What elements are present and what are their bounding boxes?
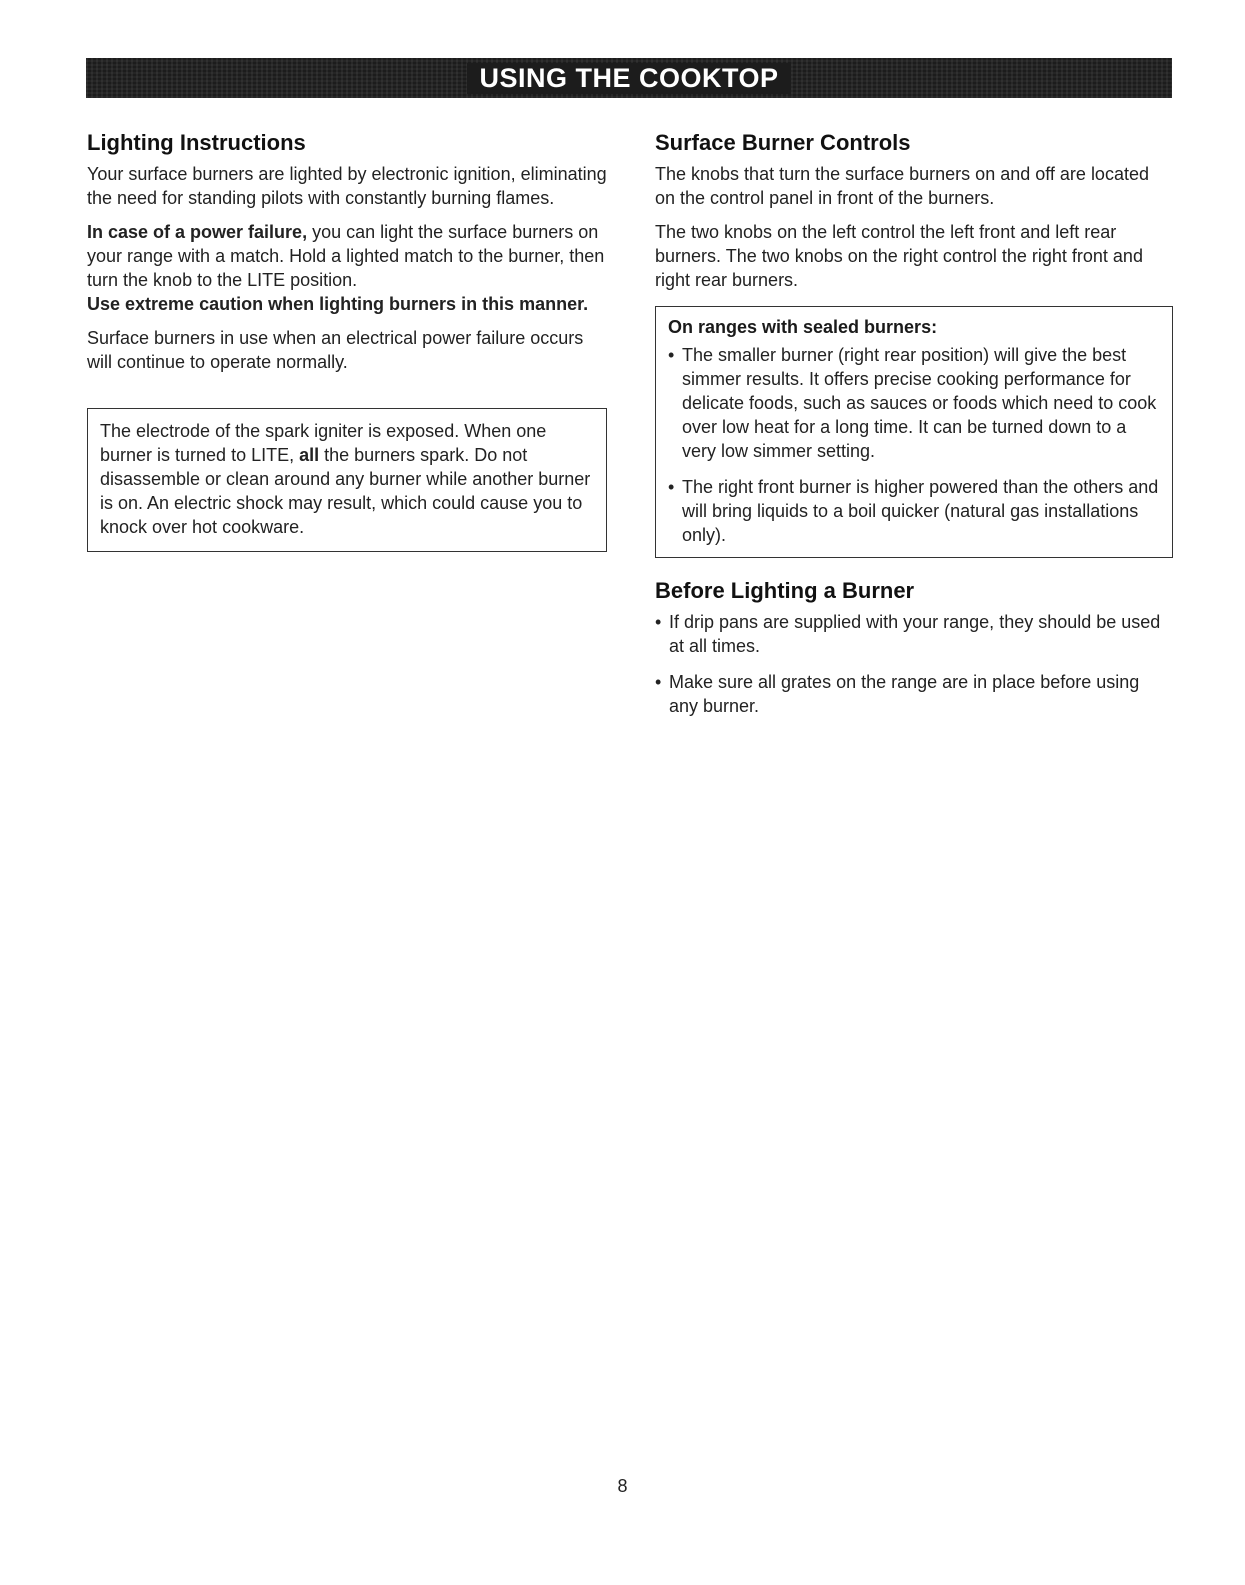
note-item: • The right front burner is higher powered than the others and will bring liquids to a boil quicker (natural gas installations only).: [668, 475, 1162, 547]
lighting-intro: Your surface burners are lighted by electronic ignition, eliminating the need for standing pilots with constantly burning flames.: [87, 164, 607, 208]
section-banner: [86, 58, 1172, 98]
controls-paragraph-1: The knobs that turn the surface burners on and off are located on the control panel in front of the burners.: [655, 164, 1149, 208]
warning-bold: all: [299, 445, 320, 465]
left-column: [87, 126, 612, 552]
power-failure-paragraph: [87, 220, 612, 316]
note-title: On ranges with sealed burners:: [668, 317, 938, 337]
power-failure-lead: In case of a power failure,: [87, 222, 308, 242]
controls-paragraph-2: The two knobs on the left control the left front and left rear burners. The two knobs on the right control the right front and right rear burners.: [655, 222, 1143, 290]
lighting-heading: Lighting Instructions: [87, 130, 306, 155]
spark-warning-text: [100, 419, 596, 539]
page-number: 8: [617, 1476, 628, 1496]
before-item: • Make sure all grates on the range are in place before using any burner.: [655, 670, 1172, 718]
controls-heading: Surface Burner Controls: [655, 130, 911, 155]
warning-part1: The electrode of the spark igniter is exposed. When one burner is turned to LITE,: [100, 421, 547, 465]
banner-title: USING THE COOKTOP: [467, 63, 790, 94]
before-item: • If drip pans are supplied with your range, they should be used at all times.: [655, 610, 1172, 658]
before-lighting-section: [655, 578, 1172, 718]
power-failure-text: you can light the surface burners on your range with a match. Hold a lighted match to the burner, then turn the knob to the LITE position.: [87, 222, 605, 290]
caution-text: Use extreme caution when lighting burners in this manner.: [87, 294, 589, 314]
before-heading: Before Lighting a Burner: [655, 578, 915, 603]
note-item: • The smaller burner (right rear position) will give the best simmer results. It offers precise cooking performance for delicate foods, such as sauces or foods which need to cook over low heat for a long time. It can be turned down to a very low simmer setting.: [668, 343, 1162, 463]
before-list: [655, 610, 1172, 718]
warning-part2: the burners spark. Do not disassemble or clean around any burner while another burner is on. An electric shock may result, which could cause you to knock over hot cookware.: [100, 445, 591, 537]
note-list: [668, 343, 1162, 547]
right-column: [655, 126, 1172, 730]
continue-paragraph: Surface burners in use when an electrical power failure occurs will continue to operate normally.: [87, 328, 584, 372]
sealed-burners-note: [655, 306, 1173, 558]
spark-warning-box: [87, 408, 607, 552]
